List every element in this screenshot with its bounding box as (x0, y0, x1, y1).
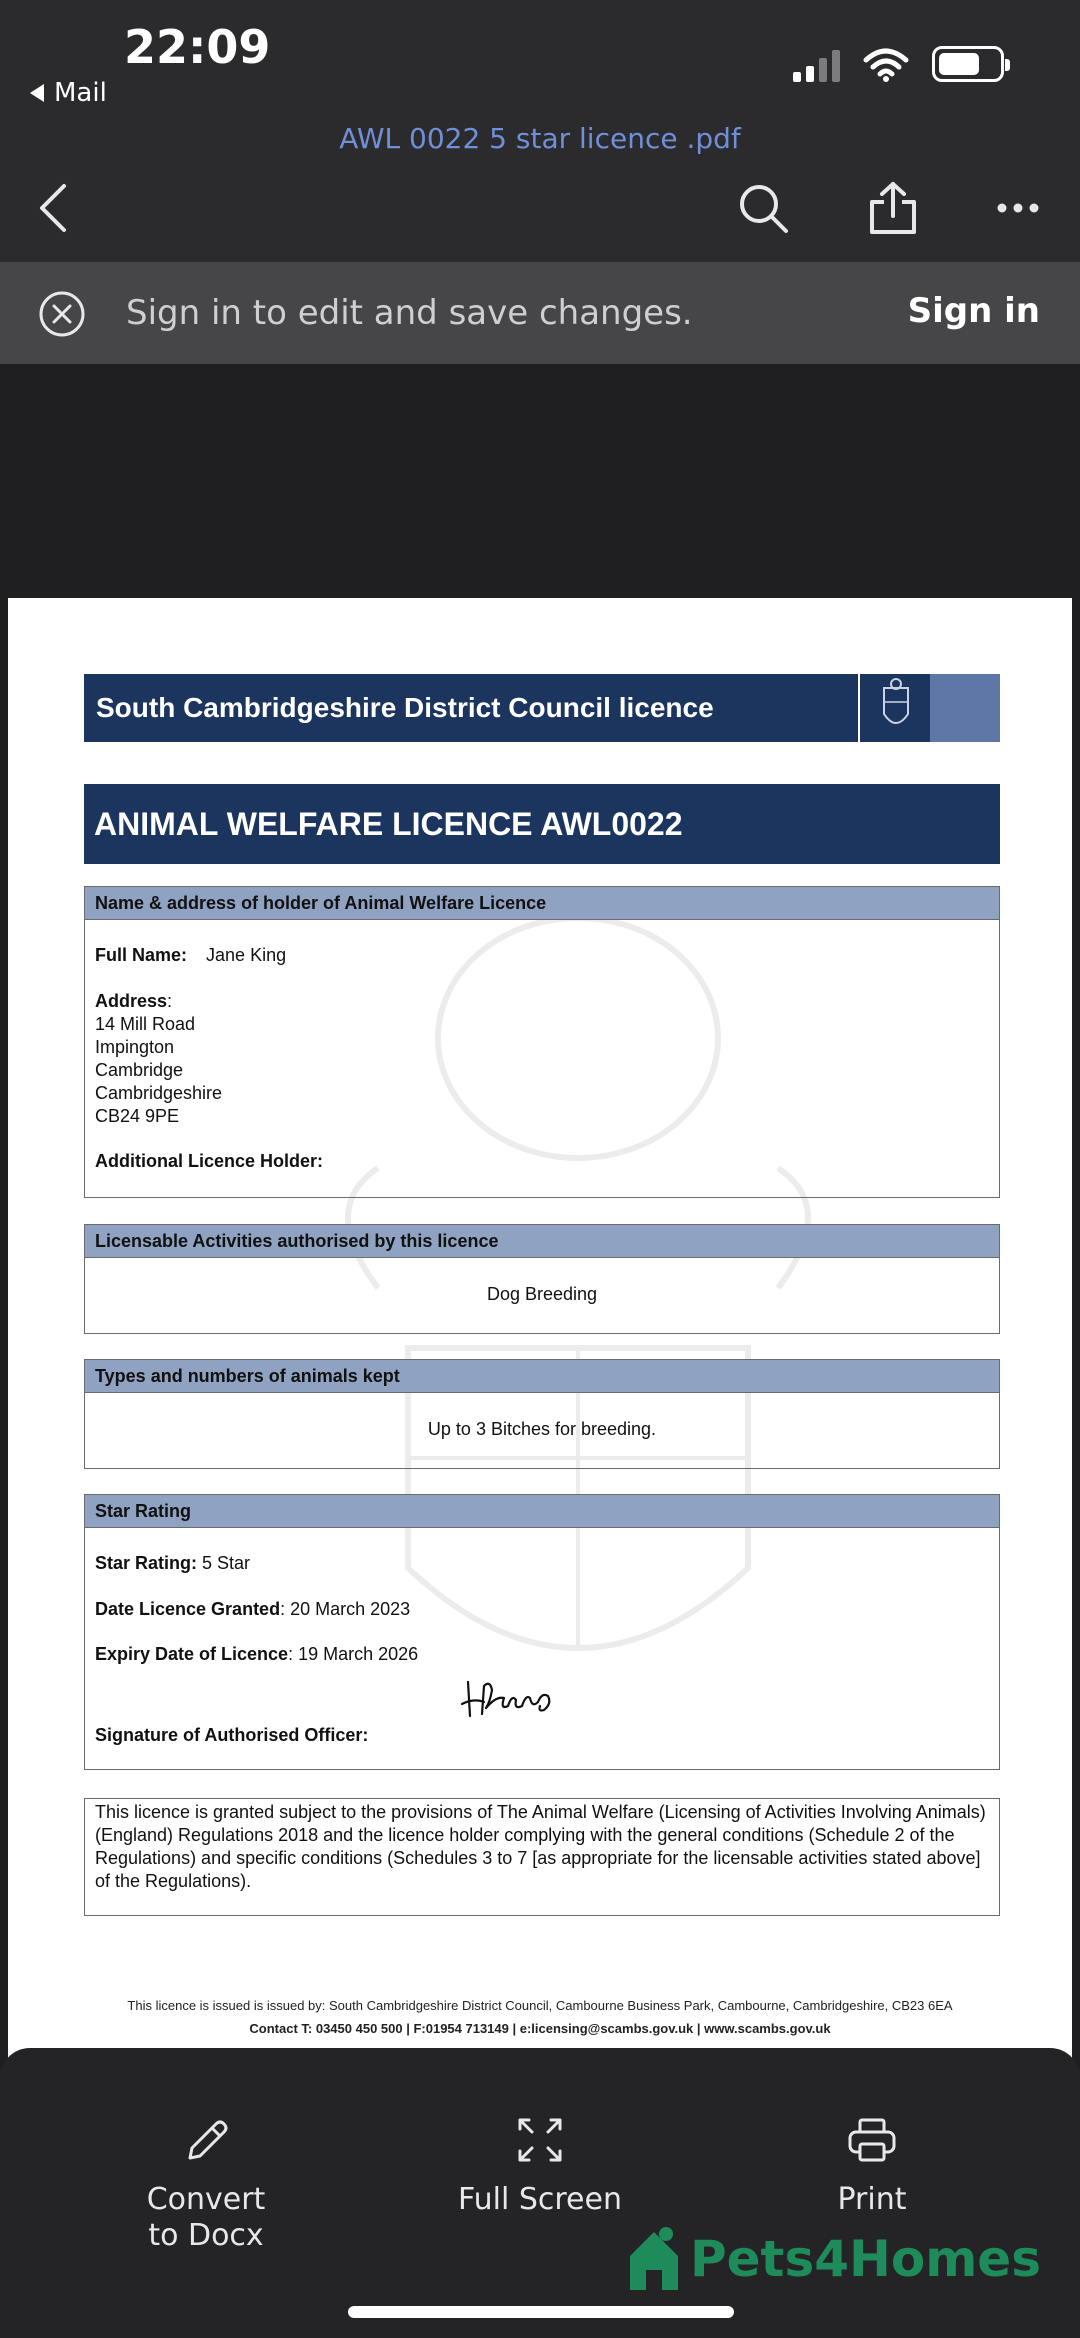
licence-conditions: This licence is granted subject to the provisions of The Animal Welfare (Licensing of Activities Involving Animals) (England) Regulations 2018 and the licence holder complying with the general conditions (Schedule 2 of the Regulations) and specific conditions (Schedules 3 to 7 [as appropriate for the licensable activities stated above] of the Regulations). (84, 1798, 1000, 1916)
signin-button[interactable]: Sign in (907, 291, 1040, 331)
share-icon[interactable] (868, 180, 918, 236)
full-name-label: Full Name: (95, 945, 188, 965)
document-title: AWL 0022 5 star licence .pdf (339, 122, 741, 155)
council-brand-logo (930, 674, 1000, 742)
cellular-signal-icon (793, 48, 840, 82)
pencil-icon (178, 2112, 234, 2168)
signature-label: Signature of Authorised Officer: (95, 1725, 369, 1745)
expand-arrows-icon (512, 2112, 568, 2168)
status-time: 22:09 (124, 20, 271, 74)
full-name-value: Jane King (206, 945, 287, 965)
granted-date-value: 20 March 2023 (290, 1599, 411, 1619)
holder-section-box (84, 920, 1000, 1198)
convert-to-docx-button[interactable] (130, 2112, 282, 2254)
full-screen-button[interactable] (440, 2112, 640, 2218)
footer-issuer: This licence is issued is issued by: South Cambridgeshire District Council, Cambourne Business Park, Cambourne, Cambridgeshire, CB23 6EA (127, 1998, 953, 2013)
full-name-row (95, 944, 286, 967)
activities-section-heading: Licensable Activities authorised by this licence (84, 1224, 1000, 1258)
back-chevron-icon[interactable] (34, 180, 74, 236)
granted-date-label: Date Licence Granted (95, 1599, 281, 1619)
animals-value: Up to 3 Bitches for breeding. (427, 1419, 657, 1439)
address-label: Address (95, 991, 168, 1011)
activities-section-box (84, 1258, 1000, 1334)
additional-holder-row (95, 1150, 323, 1173)
footer-contact: Contact T: 03450 450 500 | F:01954 713149 | e:licensing@scambs.gov.uk | www.scambs.gov.uk (249, 2021, 831, 2036)
star-rating-value: 5 Star (202, 1553, 251, 1573)
search-icon[interactable] (736, 181, 790, 235)
pets4homes-text: Pets4Homes (690, 2230, 1041, 2288)
council-licence-banner: South Cambridgeshire District Council licence (84, 674, 860, 742)
full-screen-label: Full Screen (458, 2182, 622, 2217)
holder-section-heading: Name & address of holder of Animal Welfare Licence (84, 886, 1000, 920)
address-line: Impington (95, 1037, 175, 1057)
licence-title: ANIMAL WELFARE LICENCE AWL0022 (84, 784, 1000, 864)
print-button[interactable] (802, 2112, 942, 2218)
star-section-heading: Star Rating (84, 1494, 1000, 1528)
animals-section-box (84, 1393, 1000, 1469)
signin-message: Sign in to edit and save changes. (126, 293, 693, 333)
star-rating-row (95, 1552, 250, 1575)
status-icons (793, 46, 1004, 82)
star-rating-label: Star Rating: (95, 1553, 198, 1573)
council-crest-logo (858, 674, 930, 742)
house-pet-icon (626, 2226, 682, 2292)
battery-icon (932, 46, 1004, 82)
address-line: Cambridgeshire (95, 1083, 223, 1103)
expiry-date-label: Expiry Date of Licence (95, 1644, 289, 1664)
convert-label-line2: to Docx (148, 2218, 264, 2253)
pets4homes-watermark-logo (626, 2226, 1041, 2292)
more-options-icon[interactable] (996, 202, 1040, 214)
address-block: Address: 14 Mill Road Impington Cambridge Cambridgeshire CB24 9PE (95, 991, 223, 1126)
additional-holder-label: Additional Licence Holder: (95, 1151, 324, 1171)
officer-signature (460, 1668, 570, 1724)
convert-label-line1: Convert (146, 2182, 266, 2217)
back-to-mail-link[interactable] (30, 78, 107, 108)
home-indicator[interactable] (348, 2306, 734, 2318)
address-line: 14 Mill Road (95, 1014, 196, 1034)
animals-section-heading: Types and numbers of animals kept (84, 1359, 1000, 1393)
address-line: Cambridge (95, 1060, 184, 1080)
activities-value: Dog Breeding (486, 1284, 598, 1304)
expiry-date-row: Expiry Date of Licence: 19 March 2026 (95, 1644, 419, 1664)
back-app-label: Mail (54, 78, 107, 108)
wifi-icon (862, 48, 910, 82)
printer-icon (844, 2112, 900, 2168)
expiry-date-value: 19 March 2026 (298, 1644, 419, 1664)
back-triangle-icon (30, 84, 44, 102)
close-circle-icon[interactable] (38, 290, 86, 338)
pdf-page[interactable] (8, 598, 1072, 2058)
address-line: CB24 9PE (95, 1106, 180, 1126)
star-section-box (84, 1528, 1000, 1770)
print-label: Print (837, 2182, 907, 2217)
signature-row (95, 1724, 368, 1747)
crest-icon (860, 674, 932, 742)
granted-date-row: Date Licence Granted: 20 March 2023 (95, 1599, 411, 1619)
header-actions (736, 180, 1040, 236)
